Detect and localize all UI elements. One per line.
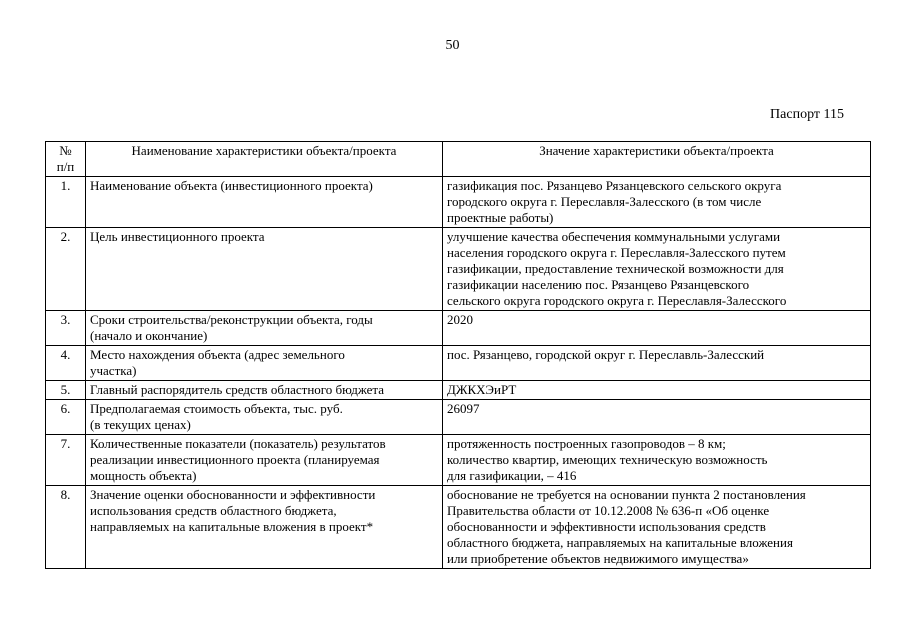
table-row [46,311,871,346]
characteristic-value-line: для газификации, – 416 [447,468,577,483]
characteristic-value-line: Правительства области от 10.12.2008 № 636-п «Об оценке [447,503,770,518]
characteristic-value-line: обоснованности и эффективности использования средств [447,519,766,534]
characteristic-value-line: или приобретение объектов недвижимого имущества» [447,551,749,566]
row-number: 5. [46,381,86,400]
characteristic-value [443,400,871,435]
characteristic-value-line: протяженность построенных газопроводов – 8 км; [447,436,726,451]
characteristic-value-line: газификации, предоставление технической возможности для [447,261,784,276]
row-number: 4. [46,346,86,381]
header-name [86,142,443,177]
row-number: 3. [46,311,86,346]
characteristic-name-line: мощность объекта) [90,468,197,483]
header-name-line: Наименование характеристики объекта/проекта [131,143,397,158]
characteristic-value-line: проектные работы) [447,210,554,225]
characteristic-name-line: (в текущих ценах) [90,417,191,432]
characteristic-name-line: Цель инвестиционного проекта [90,229,265,244]
characteristic-name-line: использования средств областного бюджета, [90,503,337,518]
characteristic-value-line: газификация пос. Рязанцево Рязанцевского сельского округа [447,178,782,193]
characteristic-name [86,346,443,381]
characteristic-name-line: Наименование объекта (инвестиционного проекта) [90,178,373,193]
row-number: 7. [46,435,86,486]
characteristic-value-line: улучшение качества обеспечения коммунальными услугами [447,229,781,244]
table-row [46,346,871,381]
characteristic-name-line: Сроки строительства/реконструкции объекта, годы [90,312,373,327]
characteristic-value [443,381,871,400]
characteristic-name-line: Место нахождения объекта (адрес земельного [90,347,345,362]
characteristic-name-line: Количественные показатели (показатель) результатов [90,436,386,451]
characteristic-name-line: реализации инвестиционного проекта (планируемая [90,452,380,467]
characteristic-name [86,435,443,486]
row-number: 2. [46,228,86,311]
characteristic-value-line: количество квартир, имеющих техническую возможность [447,452,768,467]
characteristic-value-line: обоснование не требуется на основании пункта 2 постановления [447,487,806,502]
table-row [46,400,871,435]
characteristic-value [443,346,871,381]
characteristic-name-line: участка) [90,363,137,378]
characteristic-value-line: населения городского округа г. Переславля-Залесского путем [447,245,786,260]
characteristic-name-line: (начало и окончание) [90,328,208,343]
characteristic-value-line: ДЖКХЭиРТ [447,382,517,397]
row-number: 1. [46,177,86,228]
characteristic-value-line: городского округа г. Переславля-Залесского (в том числе [447,194,762,209]
characteristic-name [86,486,443,569]
characteristic-value-line: 2020 [447,312,473,327]
table-row [46,486,871,569]
header-value [443,142,871,177]
characteristic-value-line: сельского округа городского округа г. Переславля-Залесского [447,293,787,308]
characteristic-name-line: Значение оценки обоснованности и эффективности [90,487,376,502]
characteristic-name [86,400,443,435]
characteristic-name-line: Главный распорядитель средств областного бюджета [90,382,385,397]
characteristic-value [443,435,871,486]
characteristic-name-line: Предполагаемая стоимость объекта, тыс. руб. [90,401,343,416]
header-num [46,142,86,177]
header-num-line: № [59,143,72,158]
page-number: 50 [445,38,460,53]
characteristic-value [443,177,871,228]
passport-table [45,141,871,569]
characteristic-value-line: газификации населению пос. Рязанцево Рязанцевского [447,277,750,292]
characteristic-name [86,228,443,311]
characteristic-value-line: 26097 [447,401,480,416]
characteristic-value [443,486,871,569]
table-row [46,381,871,400]
table-row [46,177,871,228]
characteristic-name-line: направляемых на капитальные вложения в проект* [90,519,374,534]
table-row [46,228,871,311]
characteristic-value [443,228,871,311]
characteristic-value-line: областного бюджета, направляемых на капитальные вложения [447,535,793,550]
characteristic-name [86,311,443,346]
header-num-line: п/п [56,159,75,174]
table-row [46,435,871,486]
row-number: 6. [46,400,86,435]
header-value-line: Значение характеристики объекта/проекта [539,143,774,158]
characteristic-value-line: пос. Рязанцево, городской округ г. Переславль-Залесский [447,347,765,362]
passport-label: Паспорт 115 [770,107,844,122]
row-number: 8. [46,486,86,569]
characteristic-value [443,311,871,346]
table-header-row [46,142,871,177]
characteristic-name [86,381,443,400]
characteristic-name [86,177,443,228]
